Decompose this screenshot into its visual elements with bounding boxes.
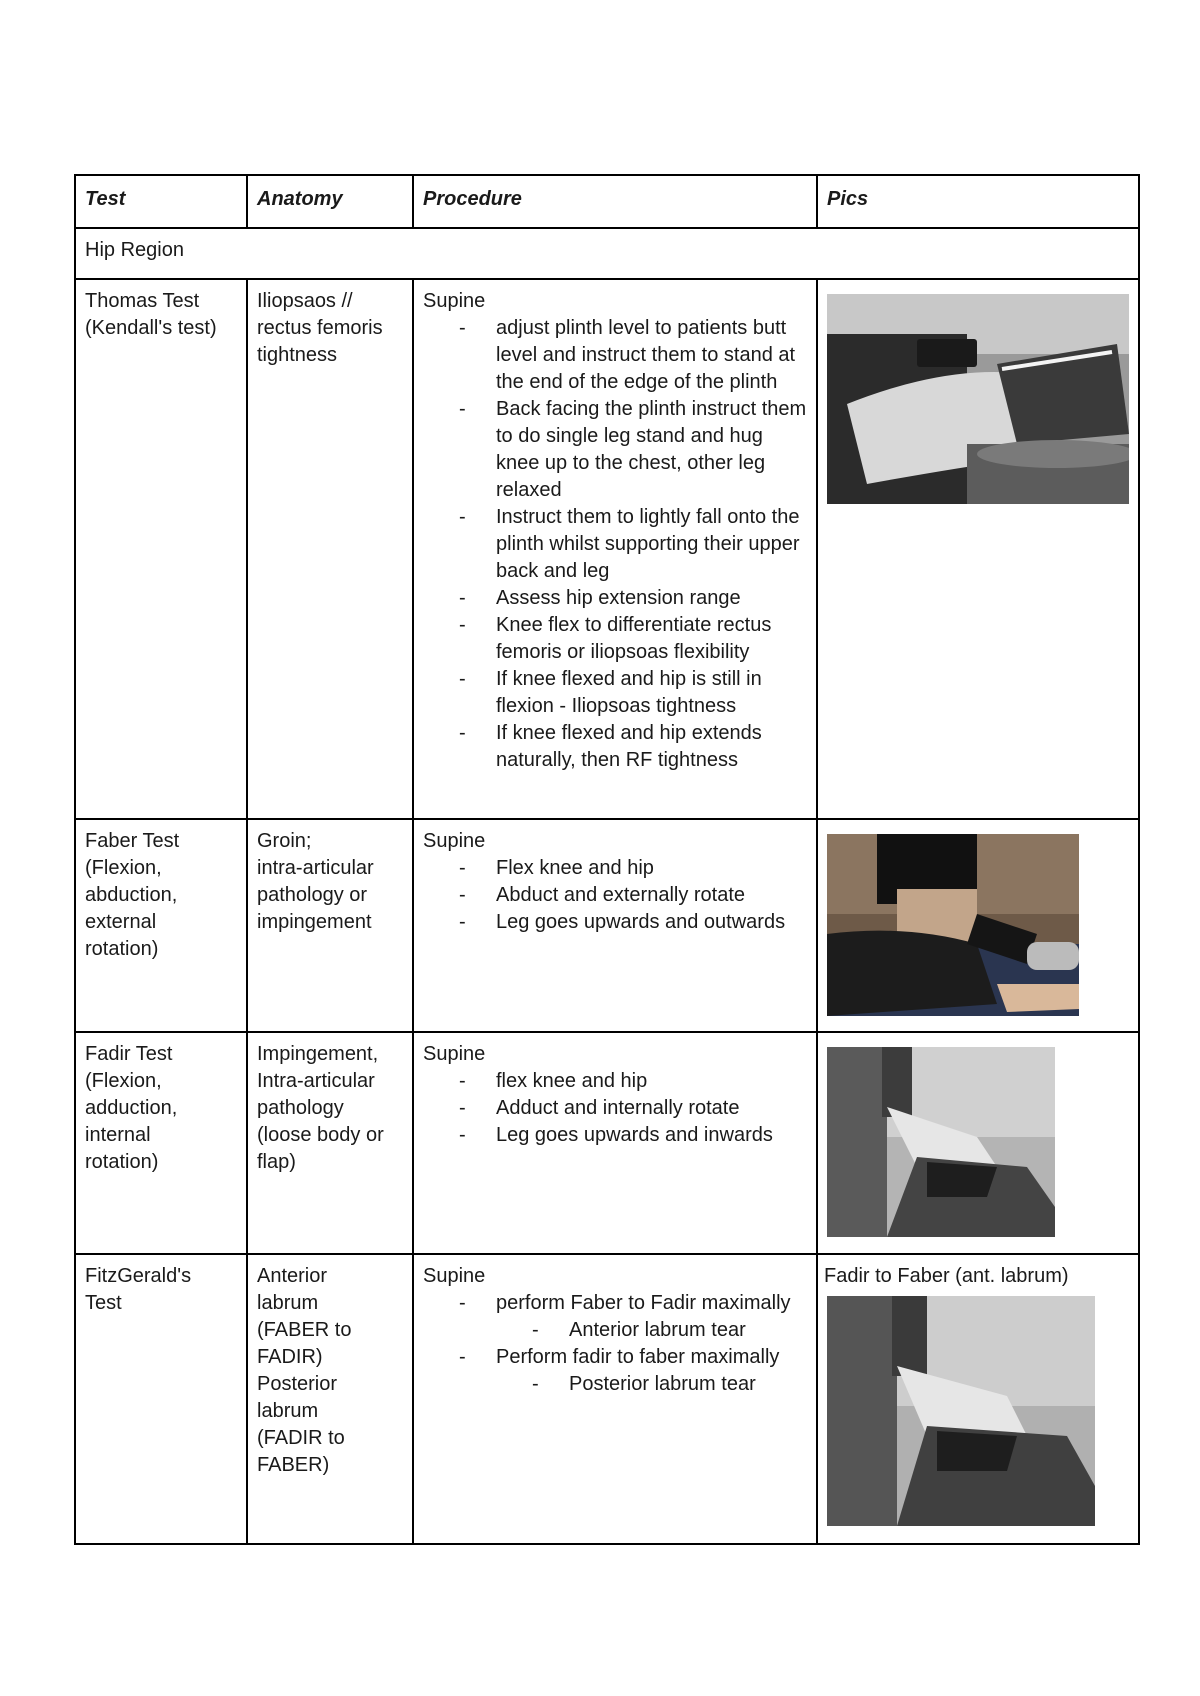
fadir-test-photo xyxy=(827,1047,1055,1237)
fitzgerald-test-photo xyxy=(827,1296,1095,1526)
anatomy-text: Intra-articular xyxy=(257,1070,375,1092)
anatomy-cell xyxy=(247,1254,413,1544)
test-name: abduction, xyxy=(85,884,178,906)
procedure-steps xyxy=(423,1344,807,1371)
test-name: rotation) xyxy=(85,1151,159,1173)
anatomy-text: (loose body or xyxy=(257,1124,384,1146)
anatomy-text: intra-articular xyxy=(257,857,374,879)
list-item: - Knee flex to differentiate rectus femoris or iliopsoas flexibility xyxy=(423,612,807,666)
anatomy-text: FABER) xyxy=(257,1454,330,1476)
anatomy-text: Posterior xyxy=(257,1373,338,1395)
header-test: Test xyxy=(75,175,247,228)
anatomy-cell xyxy=(247,819,413,1032)
list-item: - Perform fadir to faber maximally xyxy=(423,1344,807,1371)
table-row xyxy=(75,279,1139,819)
anatomy-text: FADIR) xyxy=(257,1346,323,1368)
position-label: Supine xyxy=(423,290,486,312)
faber-test-photo xyxy=(827,834,1079,1016)
procedure-cell xyxy=(413,819,817,1032)
table-row xyxy=(75,819,1139,1032)
test-name: Test xyxy=(85,1292,122,1314)
anatomy-text: Iliopsaos // xyxy=(257,290,353,312)
test-name: Faber Test xyxy=(85,830,180,852)
list-item: - Leg goes upwards and inwards xyxy=(423,1122,807,1149)
procedure-cell xyxy=(413,279,817,819)
table-row xyxy=(75,1254,1139,1544)
pics-cell xyxy=(817,279,1139,819)
pics-cell xyxy=(817,819,1139,1032)
procedure-steps xyxy=(423,855,807,936)
anatomy-text: impingement xyxy=(257,911,372,933)
procedure-cell xyxy=(413,1032,817,1254)
anatomy-text: (FADIR to xyxy=(257,1427,345,1449)
anatomy-cell xyxy=(247,279,413,819)
test-cell xyxy=(75,819,247,1032)
test-name: Thomas Test xyxy=(85,290,200,312)
procedure-steps xyxy=(423,1290,807,1317)
test-name: rotation) xyxy=(85,938,159,960)
test-cell xyxy=(75,1032,247,1254)
anatomy-text: tightness xyxy=(257,344,338,366)
section-row xyxy=(75,228,1139,279)
list-item: - perform Faber to Fadir maximally xyxy=(423,1290,807,1317)
list-item: - Adduct and internally rotate xyxy=(423,1095,807,1122)
test-name: (Flexion, xyxy=(85,1070,162,1092)
anatomy-text: rectus femoris xyxy=(257,317,383,339)
anatomy-text: (FABER to xyxy=(257,1319,352,1341)
test-name: Fadir Test xyxy=(85,1043,173,1065)
procedure-substeps xyxy=(423,1317,807,1344)
list-item: - Abduct and externally rotate xyxy=(423,882,807,909)
header-procedure: Procedure xyxy=(413,175,817,228)
anatomy-text: labrum xyxy=(257,1400,319,1422)
list-item: - If knee flexed and hip is still in flexion - Iliopsoas tightness xyxy=(423,666,807,720)
position-label: Supine xyxy=(423,1265,486,1287)
section-title: Hip Region xyxy=(75,228,1139,279)
position-label: Supine xyxy=(423,830,486,852)
list-item: - Back facing the plinth instruct them to do single leg stand and hug knee up to the chest, other leg relaxed xyxy=(423,396,807,504)
test-cell xyxy=(75,279,247,819)
anatomy-text: pathology xyxy=(257,1097,344,1119)
list-item: - Anterior labrum tear xyxy=(423,1317,807,1344)
anatomy-text: labrum xyxy=(257,1292,319,1314)
pics-cell xyxy=(817,1254,1139,1544)
test-name: adduction, xyxy=(85,1097,178,1119)
photo-caption: Fadir to Faber (ant. labrum) xyxy=(824,1265,1069,1287)
procedure-substeps xyxy=(423,1371,807,1398)
anatomy-cell xyxy=(247,1032,413,1254)
test-name: (Kendall's test) xyxy=(85,317,217,339)
list-item: - Flex knee and hip xyxy=(423,855,807,882)
test-name: FitzGerald's xyxy=(85,1265,192,1287)
list-item: - If knee flexed and hip extends naturally, then RF tightness xyxy=(423,720,807,774)
anatomy-text: Anterior xyxy=(257,1265,328,1287)
pics-cell xyxy=(817,1032,1139,1254)
test-cell xyxy=(75,1254,247,1544)
position-label: Supine xyxy=(423,1043,486,1065)
test-name: external xyxy=(85,911,157,933)
list-item: - Assess hip extension range xyxy=(423,585,807,612)
test-name: (Flexion, xyxy=(85,857,162,879)
anatomy-text: Groin; xyxy=(257,830,312,852)
table-row xyxy=(75,1032,1139,1254)
list-item: - flex knee and hip xyxy=(423,1068,807,1095)
list-item: - Leg goes upwards and outwards xyxy=(423,909,807,936)
procedure-cell xyxy=(413,1254,817,1544)
anatomy-text: Impingement, xyxy=(257,1043,379,1065)
list-item: - Posterior labrum tear xyxy=(423,1371,807,1398)
header-anatomy: Anatomy xyxy=(247,175,413,228)
test-name: internal xyxy=(85,1124,151,1146)
header-pics: Pics xyxy=(817,175,1139,228)
header-row xyxy=(75,175,1139,228)
special-tests-table xyxy=(74,174,1140,1545)
procedure-steps xyxy=(423,315,807,774)
list-item: - adjust plinth level to patients butt level and instruct them to stand at the end of the edge of the plinth xyxy=(423,315,807,396)
anatomy-text: pathology or xyxy=(257,884,368,906)
anatomy-text: flap) xyxy=(257,1151,296,1173)
list-item: - Instruct them to lightly fall onto the plinth whilst supporting their upper back and leg xyxy=(423,504,807,585)
thomas-test-photo xyxy=(827,294,1129,504)
procedure-steps xyxy=(423,1068,807,1149)
